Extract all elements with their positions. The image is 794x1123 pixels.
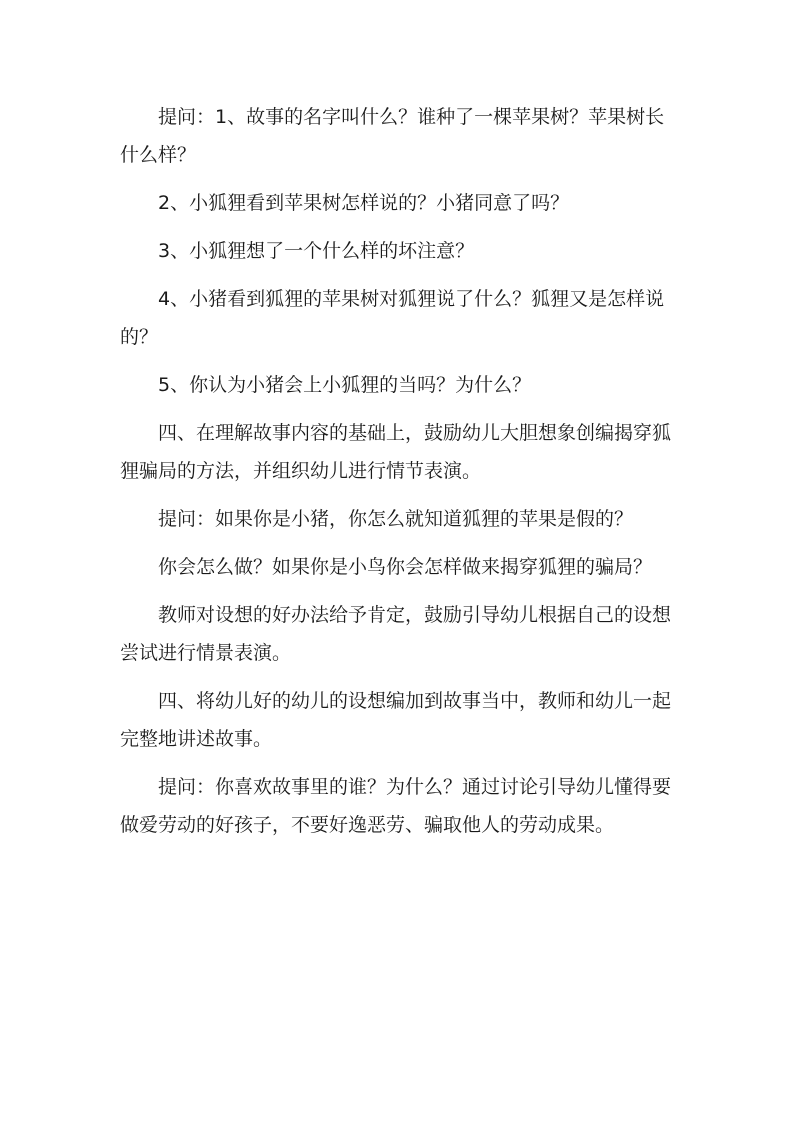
question-intro-paragraph: 提问：1、故事的名字叫什么？谁种了一棵苹果树？苹果树长什么样？ xyxy=(120,106,665,166)
teacher-affirmation-paragraph: 教师对设想的好办法给予肯定，鼓励引导幼儿根据自己的设想尝试进行情景表演。 xyxy=(120,604,672,664)
question-pig-paragraph: 提问：如果你是小猪，你怎么就知道狐狸的苹果是假的？ xyxy=(158,508,634,530)
question-3-paragraph: 3、小狐狸想了一个什么样的坏注意？ xyxy=(158,240,475,262)
closing-question-paragraph: 提问：你喜欢故事里的谁？为什么？通过讨论引导幼儿懂得要做爱劳动的好孩子，不要好逸恶劳、骗取他人的劳动成果。 xyxy=(120,776,672,836)
document-body xyxy=(120,98,680,854)
question-4-paragraph: 4、小猪看到狐狸的苹果树对狐狸说了什么？狐狸又是怎样说的？ xyxy=(120,288,665,348)
section-four-paragraph: 四、在理解故事内容的基础上，鼓励幼儿大胆想象创编揭穿狐狸骗局的方法，并组织幼儿进行情节表演。 xyxy=(120,422,672,482)
question-5-paragraph: 5、你认为小猪会上小狐狸的当吗？为什么？ xyxy=(158,374,532,396)
question-bird-paragraph: 你会怎么做？如果你是小鸟你会怎样做来揭穿狐狸的骗局？ xyxy=(158,556,653,578)
question-2-paragraph: 2、小狐狸看到苹果树怎样说的？小猪同意了吗？ xyxy=(158,192,570,214)
section-four-retell-paragraph: 四、将幼儿好的幼儿的设想编加到故事当中，教师和幼儿一起完整地讲述故事。 xyxy=(120,690,672,750)
